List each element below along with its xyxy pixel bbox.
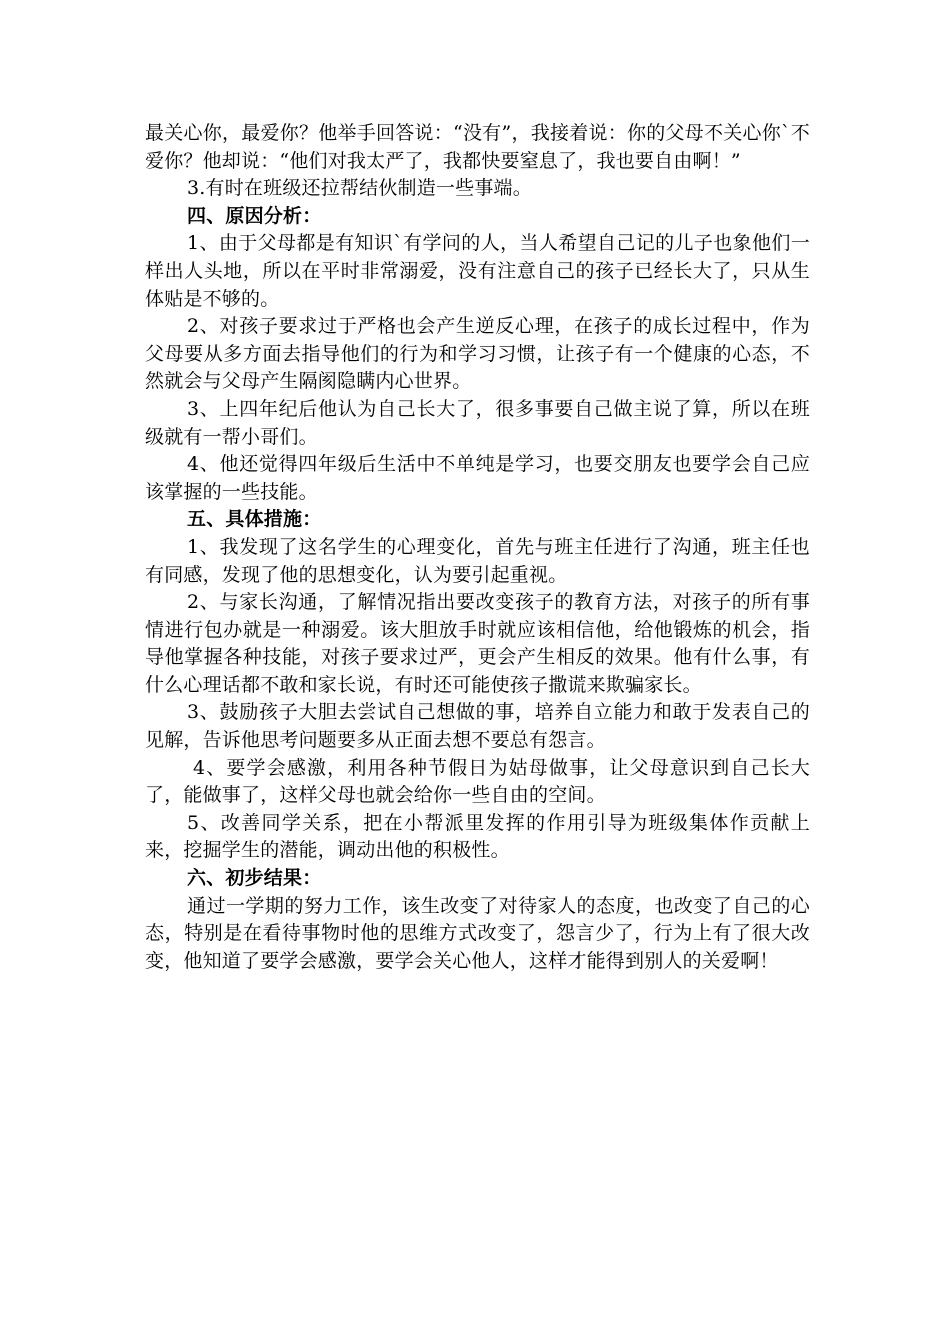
paragraph-cause-2: 2、对孩子要求过于严格也会产生逆反心理，在孩子的成长过程中，作为父母要从多方面去指导他们的行为和学习习惯，让孩子有一个健康的心态，不然就会与父母产生隔阂隐瞒内心世界。: [145, 315, 810, 393]
paragraph-measure-3: 3、鼓励孩子大胆去尝试自己想做的事，培养自立能力和敢于发表自己的见解，告诉他思考问题要多从正面去想不要总有怨言。: [145, 701, 810, 752]
paragraph-results: 通过一学期的努力工作，该生改变了对待家人的态度，也改变了自己的心态，特别是在看待事物时他的思维方式改变了，怨言少了，行为上有了很大改变，他知道了要学会感激，要学会关心他人，这样才能得到别人的关爱啊！: [145, 894, 810, 972]
section-heading-cause-analysis: 四、原因分析：: [187, 204, 322, 227]
paragraph-measure-4: 4、要学会感激，利用各种节假日为姑母做事，让父母意识到自己长大了，能做事了，这样父母也就会给你一些自由的空间。: [145, 756, 810, 807]
paragraph-cause-3: 3、上四年纪后他认为自己长大了，很多事要自己做主说了算，所以在班级就有一帮小哥们。: [145, 397, 810, 448]
section-heading-results: 六、初步结果：: [187, 867, 322, 890]
document-page: [145, 120, 810, 975]
paragraph-continued: 最关心你，最爱你？他举手回答说：“没有”，我接着说：你的父母不关心你`不爱你？他却说：“他们对我太严了，我都快要窒息了，我也要自由啊！”: [145, 122, 810, 172]
paragraph-cause-4: 4、他还觉得四年级后生活中不单纯是学习，也要交朋友也要学会自己应该掌握的一些技能。: [145, 453, 810, 503]
paragraph-measure-2: 2、与家长沟通，了解情况指出要改变孩子的教育方法，对孩子的所有事情进行包办就是一种溺爱。该大胆放手时就应该相信他，给他锻炼的机会，指导他掌握各种技能，对孩子要求过严，更会产生相反的效果。他有什么事，有什么心理话都不敢和家长说，有时还可能使孩子撒谎来欺骗家长。: [145, 591, 810, 696]
paragraph-measure-5: 5、改善同学关系，把在小帮派里发挥的作用引导为班级集体作贡献上来，挖掘学生的潜能，调动出他的积极性。: [145, 811, 810, 862]
paragraph-measure-1: 1、我发现了这名学生的心理变化，首先与班主任进行了沟通，班主任也有同感，发现了他的思想变化，认为要引起重视。: [145, 535, 810, 586]
section-heading-measures: 五、具体措施：: [187, 508, 322, 531]
paragraph-cause-1: 1、由于父母都是有知识`有学问的人，当人希望自己记的儿子也象他们一样出人头地，所以在平时非常溺爱，没有注意自己的孩子已经长大了，只从生体贴是不够的。: [145, 232, 810, 310]
paragraph-item-3: 3.有时在班级还拉帮结伙制造一些事端。: [187, 177, 532, 200]
